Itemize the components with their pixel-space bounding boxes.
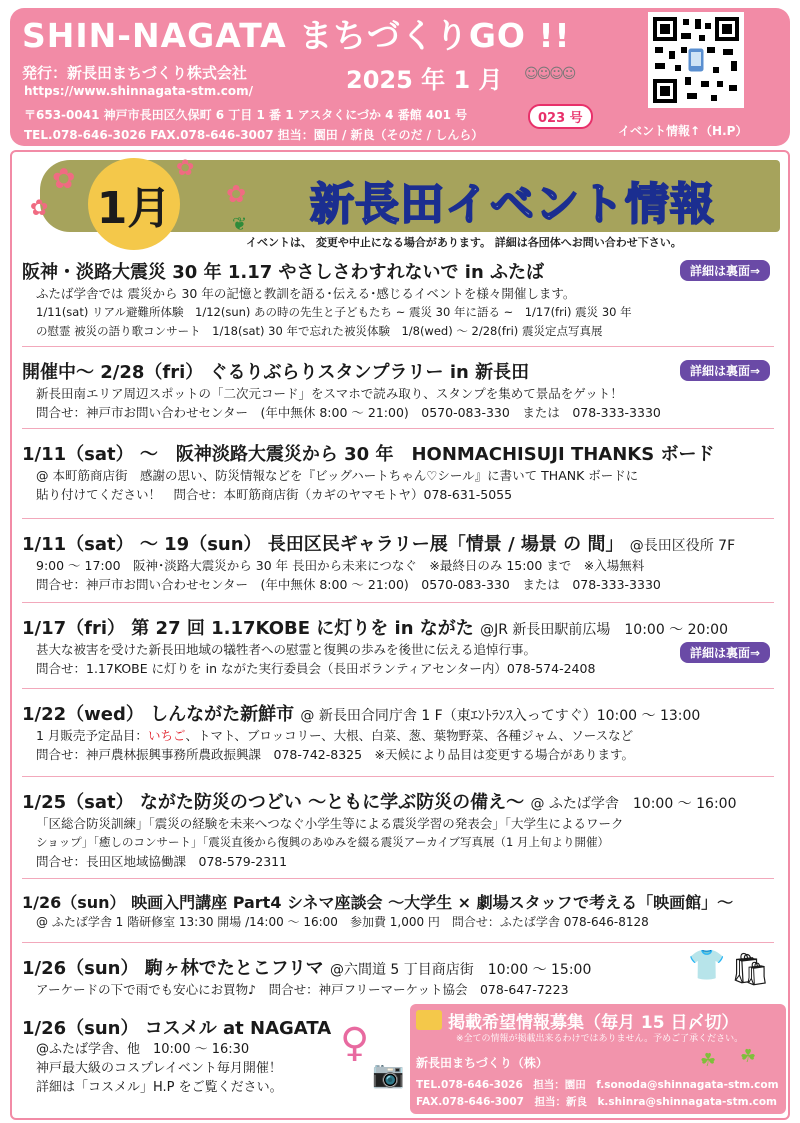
flower-icon: ✿ xyxy=(176,156,195,181)
month-badge: 1月 xyxy=(88,158,180,250)
issue-date: 2025 年 1 月 xyxy=(346,66,503,94)
banner-title: 新長田イベント情報 xyxy=(310,179,715,230)
event-title: 1/22（wed） しんながた新鮮市 xyxy=(22,704,295,725)
event-venue: @JR 新長田駅前広場 10:00 ～ 20:00 xyxy=(480,622,728,638)
event-title: 1/11（sat） ～ 阪神淡路大震災から 30 年 HONMACHISUJI THANKS ボード xyxy=(22,444,715,465)
logo-icon xyxy=(416,1010,442,1030)
event-detail: @ 本町筋商店街 感謝の思い、防災情報などを『ビッグハートちゃん♡シール』に書いて THANK ボードに xyxy=(36,468,639,483)
issue-number-badge: 023 号 xyxy=(528,104,593,129)
event-detail: 問合せ：長田区地域協働課 078-579-2311 xyxy=(36,854,288,869)
event-detail: 甚大な被害を受けた新長田地域の犠牲者への慰霊と復興の歩みを後世に伝える追悼行事。 xyxy=(36,642,537,657)
event-item xyxy=(22,530,774,603)
qr-code-icon[interactable] xyxy=(648,12,744,108)
flower-icon: ✿ xyxy=(30,196,49,221)
event-detail: の慰霊 被災の語り歌コンサート 1/18(sat) 30 年で忘れた被災体験 1/8(wed) ～ 2/28(fri) 震災定点写真展 xyxy=(36,324,603,338)
contact-tel[interactable]: TEL.078-646-3026 担当：園田 f.sonoda@shinnagata-stm.com xyxy=(416,1079,779,1091)
event-title: 1/11（sat） ～ 19（sun） 長田区民ギャラリー展「情景 / 場景 の 間」 xyxy=(22,534,624,555)
event-item xyxy=(22,440,774,519)
leaf-icon: ❦ xyxy=(232,214,248,235)
event-detail: @ふたば学舎、他 10:00 ～ 16:30 xyxy=(36,1042,250,1057)
event-detail: 貼り付けてください！ 問合せ：本町筋商店街（カギのヤマモトヤ）078-631-5055 xyxy=(36,487,513,502)
event-detail: @ ふたば学舎 1 階研修室 13:30 開場 /14:00 ～ 16:00 参加費 1,000 円 問合せ：ふたば学舎 078-646-8128 xyxy=(36,915,649,929)
address: 〒653-0041 神戸市長田区久保町 6 丁目 1 番 1 アスタくにづか 4 番館 401 号 xyxy=(24,108,468,122)
submission-title: 掲載希望情報募集（毎月 15 日〆切） xyxy=(448,1013,739,1033)
publisher: 発行：新長田まちづくり株式会社 xyxy=(22,64,247,82)
camera-icon: 📷 xyxy=(372,1060,405,1090)
details-on-back-button[interactable]: 詳細は裏面⇒ xyxy=(680,260,770,281)
qr-caption: イベント情報↑（H.P） xyxy=(618,124,748,138)
contact-fax[interactable]: FAX.078-646-3007 担当：新良 k.shinra@shinnagata-stm.com xyxy=(416,1096,777,1108)
event-item xyxy=(22,954,774,1004)
event-detail: 問合せ：1.17KOBE に灯りを in ながた実行委員会（長田ボランティアセンター内）078-574-2408 xyxy=(36,661,596,676)
clover-icon: ☘ xyxy=(700,1050,717,1071)
event-venue: @六間道 5 丁目商店街 10:00 ～ 15:00 xyxy=(329,962,592,978)
event-item xyxy=(22,358,774,429)
event-detail: 神戸最大級のコスプレイベント毎月開催！ xyxy=(36,1061,282,1076)
website-url[interactable]: https://www.shinnagata-stm.com/ xyxy=(24,84,254,98)
event-detail: 問合せ：神戸市お問い合わせセンター (年中無休 8:00 ～ 21:00) 0570-083-330 または 078-333-3330 xyxy=(36,405,661,420)
contact-tel-fax: TEL.078-646-3026 FAX.078-646-3007 担当：園田 / 新良（そのだ / しんら） xyxy=(24,128,484,142)
event-item xyxy=(22,890,774,943)
event-detail: 1/11(sat) リアル避難所体験 1/12(sun) あの時の先生と子どもたち ~ 震災 30 年に語る ~ 1/17(fri) 震災 30 年 xyxy=(36,305,632,319)
event-item xyxy=(22,614,774,689)
clover-icon: ☘ xyxy=(740,1046,757,1067)
event-detail: 9:00 ～ 17:00 阪神･淡路大震災から 30 年 長田から未来につなぐ ※最終日のみ 15:00 まで ※入場無料 xyxy=(36,558,645,573)
highlight-strawberry: いちご xyxy=(147,728,186,743)
event-detail: 新長田南エリア周辺スポットの「二次元コード」をスマホで読み取り、スタンプを集めて景品をゲット！ xyxy=(36,386,623,401)
event-title: 開催中～ 2/28（fri） ぐるりぶらりスタンプラリー in 新長田 xyxy=(22,362,530,383)
event-title: 1/26（sun） コスメル at NAGATA xyxy=(22,1018,332,1039)
cosmel-event xyxy=(22,1014,382,1110)
event-detail: ふたば学舎では 震災から 30 年の記憶と教訓を語る･伝える･感じるイベントを様々開催します。 xyxy=(36,286,576,301)
event-venue: @ ふたば学舎 10:00 ～ 16:00 xyxy=(530,796,737,812)
event-title: 阪神・淡路大震災 30 年 1.17 やさしさわすれないで in ふたば xyxy=(22,262,545,283)
flea-market-clothes-icon: 👕 xyxy=(688,948,726,983)
event-title: 1/17（fri） 第 27 回 1.17KOBE に灯りを in ながた xyxy=(22,618,474,639)
event-venue: @長田区役所 7F xyxy=(629,538,736,554)
mascots-illustration-icon: ☺☺☺☺ xyxy=(524,66,575,82)
event-detail: 問合せ：神戸農林振興事務所農政振興課 078-742-8325 ※天候により品目は変更する場合があります。 xyxy=(36,747,635,762)
cosplayer-illustration-icon: ♀ xyxy=(340,1020,370,1066)
event-item xyxy=(22,788,774,879)
event-detail: 問合せ：神戸市お問い合わせセンター (年中無休 8:00 ～ 21:00) 0570-083-330 または 078-333-3330 xyxy=(36,577,661,592)
details-on-back-button[interactable]: 詳細は裏面⇒ xyxy=(680,360,770,381)
submission-note: ※全ての情報が掲載出来るわけではありません。予めご了承ください。 xyxy=(456,1034,744,1044)
newsletter-title: SHIN-NAGATA まちづくりGO !! xyxy=(22,16,571,55)
change-notice: イベントは、 変更や中止になる場合があります。 詳細は各団体へお問い合わせ下さい。 xyxy=(246,236,682,249)
event-item xyxy=(22,258,774,347)
event-detail: 「区総合防災訓練」「震災の経験を未来へつなぐ小学生等による震災学習の発表会」「大学生によるワーク xyxy=(36,816,624,831)
details-on-back-button[interactable]: 詳細は裏面⇒ xyxy=(680,642,770,663)
event-detail: アーケードの下で雨でも安心にお買物♪ 問合せ：神戸フリーマーケット協会 078-647-7223 xyxy=(36,982,569,997)
shopper-illustration-icon: 🛍 xyxy=(730,950,771,988)
organization-name: 新長田まちづくり（株） xyxy=(416,1056,548,1070)
event-venue: @ 新長田合同庁舎 1 F（東ｴﾝﾄﾗﾝｽ入ってすぐ）10:00 ～ 13:00 xyxy=(300,708,701,724)
event-detail: 1 月販売予定品目：いちご、トマト、ブロッコリー、大根、白菜、葱、葉物野菜、各種ジャム、ソースなど xyxy=(36,728,634,743)
event-detail: 詳細は「コスメル」H.P をご覧ください。 xyxy=(36,1080,283,1095)
event-title: 1/26（sun） 駒ヶ林でたとこフリマ xyxy=(22,958,324,979)
event-item xyxy=(22,700,774,777)
flower-icon: ✿ xyxy=(226,180,247,208)
event-title: 1/25（sat） ながた防災のつどい ～ともに学ぶ防災の備え～ xyxy=(22,792,525,813)
event-title: 1/26（sun） 映画入門講座 Part4 シネマ座談会 ～大学生 × 劇場スタッフで考える「映画館」～ xyxy=(22,893,734,912)
flower-icon: ✿ xyxy=(52,162,76,195)
event-detail: ショップ」「癒しのコンサート」「震災直後から復興のあゆみを綴る震災アーカイブ写真展（1 月上旬より開催） xyxy=(36,835,609,849)
